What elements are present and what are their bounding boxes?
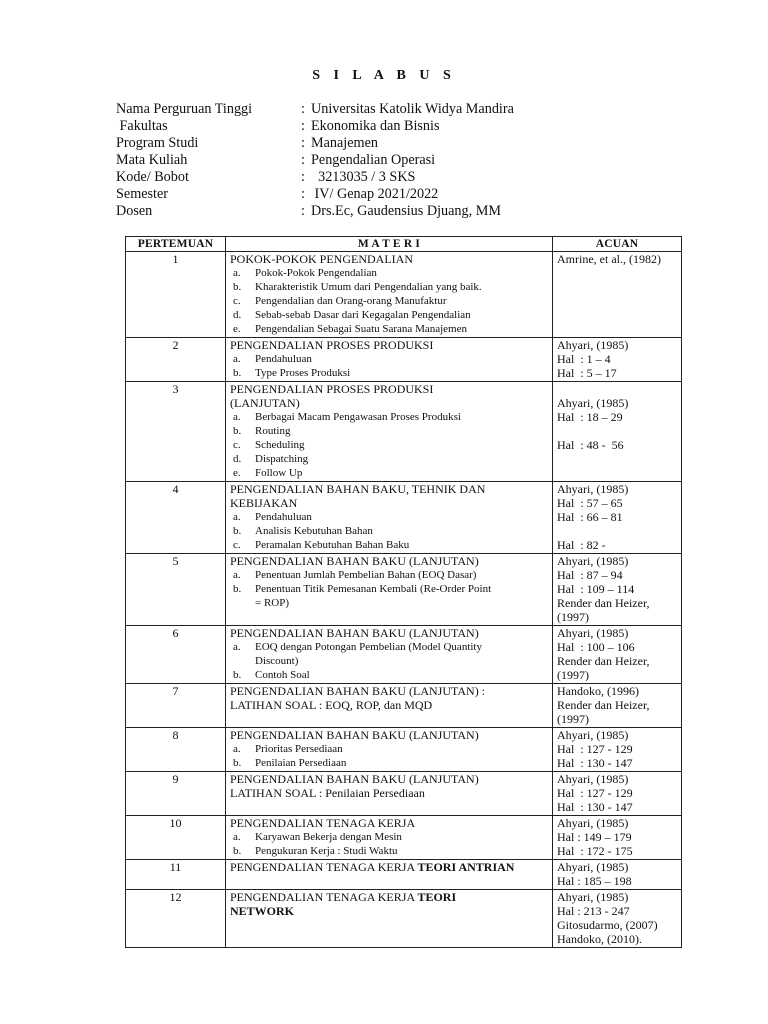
acuan-cell — [553, 626, 682, 684]
subitem-text: Penilaian Persediaan — [255, 757, 347, 769]
materi-subitem — [230, 466, 548, 480]
info-row — [116, 118, 514, 135]
subitem-letter: a. — [233, 353, 241, 365]
table-row — [126, 482, 682, 554]
materi-subitem — [230, 308, 548, 322]
materi-subitem — [230, 266, 548, 280]
subitem-text: Routing — [255, 425, 291, 437]
info-row — [116, 169, 514, 186]
reference-line: (1997) — [557, 610, 589, 624]
subitem-letter: a. — [233, 267, 241, 279]
info-label: Mata Kuliah — [116, 152, 188, 168]
table-row — [126, 338, 682, 382]
materi-heading-text: PENGENDALIAN BAHAN BAKU (LANJUTAN) — [230, 772, 479, 786]
materi-cell — [226, 772, 553, 816]
reference-line: Render dan Heizer, — [557, 596, 650, 610]
reference-line — [557, 382, 677, 396]
reference-line: Ahyari, (1985) — [557, 816, 629, 830]
subitem-letter: d. — [233, 453, 242, 465]
subitem-text: Berbagai Macam Pengawasan Proses Produksi — [255, 411, 461, 423]
info-row — [116, 152, 514, 169]
reference-line: Ahyari, (1985) — [557, 338, 629, 352]
acuan-cell — [553, 860, 682, 890]
reference-line: Handoko, (2010). — [557, 932, 642, 946]
subitem-text: Pengendalian dan Orang-orang Manufaktur — [255, 295, 447, 307]
info-row — [116, 101, 514, 118]
materi-subitem — [230, 844, 548, 858]
header-materi: M A T E R I — [226, 237, 553, 252]
reference-line: Render dan Heizer, — [557, 698, 650, 712]
materi-subitem — [230, 524, 548, 538]
materi-subitem — [230, 322, 548, 336]
materi-cell — [226, 382, 553, 482]
materi-subitem — [230, 640, 548, 654]
meeting-number: 9 — [126, 772, 226, 816]
table-row — [126, 728, 682, 772]
reference-line: (1997) — [557, 668, 589, 682]
meeting-number: 6 — [126, 626, 226, 684]
reference-line: Render dan Heizer, — [557, 654, 650, 668]
reference-line — [557, 424, 677, 438]
materi-heading-text: PENGENDALIAN PROSES PRODUKSI — [230, 382, 434, 396]
acuan-cell — [553, 684, 682, 728]
subitem-text: Karyawan Bekerja dengan Mesin — [255, 831, 402, 843]
info-value: IV/ Genap 2021/2022 — [311, 186, 439, 202]
materi-heading-text: PENGENDALIAN TENAGA KERJA — [230, 816, 416, 830]
info-label: Program Studi — [116, 135, 199, 151]
materi-cell — [226, 684, 553, 728]
meeting-number: 3 — [126, 382, 226, 482]
subitem-letter: a. — [233, 411, 241, 423]
reference-line: Hal : 127 - 129 — [557, 742, 633, 756]
reference-line: Amrine, et al., (1982) — [557, 252, 661, 266]
course-info — [116, 101, 514, 220]
materi-heading — [230, 816, 548, 830]
subitem-letter: b. — [233, 525, 242, 537]
header-pertemuan: PERTEMUAN — [126, 237, 226, 252]
materi-cell — [226, 890, 553, 948]
subitem-text: Pengendalian Sebagai Suatu Sarana Manajemen — [255, 323, 467, 335]
info-separator: : — [301, 118, 305, 134]
subitem-text: Type Proses Produksi — [255, 367, 351, 379]
table-row — [126, 860, 682, 890]
materi-cell — [226, 626, 553, 684]
reference-line: Ahyari, (1985) — [557, 396, 629, 410]
reference-line: Hal : 1 – 4 — [557, 352, 611, 366]
materi-heading — [230, 772, 548, 786]
materi-subitem — [230, 654, 548, 668]
meeting-number: 12 — [126, 890, 226, 948]
materi-subitem — [230, 756, 548, 770]
meeting-number: 4 — [126, 482, 226, 554]
reference-line: Hal : 130 - 147 — [557, 800, 633, 814]
info-value: Pengendalian Operasi — [311, 152, 436, 168]
materi-subitem — [230, 538, 548, 552]
reference-line: Ahyari, (1985) — [557, 728, 629, 742]
acuan-cell — [553, 728, 682, 772]
subitem-text: Discount) — [255, 655, 299, 667]
subitem-text: Follow Up — [255, 467, 303, 479]
materi-heading-text: PENGENDALIAN BAHAN BAKU (LANJUTAN) — [230, 626, 479, 640]
table-row — [126, 890, 682, 948]
meeting-number: 7 — [126, 684, 226, 728]
materi-subitem — [230, 742, 548, 756]
reference-line: Hal : 172 - 175 — [557, 844, 633, 858]
materi-heading-text: PENGENDALIAN BAHAN BAKU, TEHNIK DAN — [230, 482, 486, 496]
info-row — [116, 135, 514, 152]
reference-line: (1997) — [557, 712, 589, 726]
materi-cell — [226, 816, 553, 860]
subitem-text: Contoh Soal — [255, 669, 310, 681]
info-separator: : — [301, 152, 305, 168]
subitem-letter: e. — [233, 467, 241, 479]
materi-subitem — [230, 294, 548, 308]
info-value: Manajemen — [311, 135, 378, 151]
subitem-text: Pengukuran Kerja : Studi Waktu — [255, 845, 398, 857]
info-value: Universitas Katolik Widya Mandira — [311, 101, 514, 117]
subitem-letter — [230, 654, 255, 668]
materi-subitem — [230, 582, 548, 596]
reference-line: Hal : 82 - — [557, 538, 606, 552]
materi-heading — [230, 860, 548, 874]
reference-line: Hal : 100 – 106 — [557, 640, 635, 654]
materi-subitem — [230, 830, 548, 844]
header-acuan: ACUAN — [553, 237, 682, 252]
subitem-letter: d. — [233, 309, 242, 321]
info-value: Drs.Ec, Gaudensius Djuang, MM — [311, 203, 501, 219]
acuan-cell — [553, 338, 682, 382]
acuan-cell — [553, 890, 682, 948]
materi-subitem — [230, 438, 548, 452]
materi-heading-line2: LATIHAN SOAL : EOQ, ROP, dan MQD — [230, 698, 433, 712]
materi-heading-bold-line2: NETWORK — [230, 904, 295, 918]
subitem-letter: b. — [233, 425, 242, 437]
reference-line: Ahyari, (1985) — [557, 890, 629, 904]
info-separator: : — [301, 203, 305, 219]
subitem-text: = ROP) — [255, 597, 290, 609]
meeting-number: 5 — [126, 554, 226, 626]
reference-line: Hal : 213 - 247 — [557, 904, 630, 918]
materi-heading-line2: LATIHAN SOAL : Penilaian Persediaan — [230, 786, 425, 800]
info-separator: : — [301, 186, 305, 202]
materi-subitem — [230, 352, 548, 366]
subitem-text: Scheduling — [255, 439, 305, 451]
materi-cell — [226, 860, 553, 890]
materi-heading-text: PENGENDALIAN TENAGA KERJA — [230, 890, 418, 904]
info-label: Semester — [116, 186, 169, 202]
subitem-letter: b. — [233, 583, 242, 595]
subitem-letter — [230, 596, 255, 610]
info-value: 3213035 / 3 SKS — [311, 169, 416, 185]
materi-heading-text: PENGENDALIAN PROSES PRODUKSI — [230, 338, 434, 352]
reference-line: Gitosudarmo, (2007) — [557, 918, 658, 932]
table-row — [126, 554, 682, 626]
acuan-cell — [553, 252, 682, 338]
subitem-text: Pokok-Pokok Pengendalian — [255, 267, 377, 279]
reference-line: Ahyari, (1985) — [557, 772, 629, 786]
acuan-cell — [553, 772, 682, 816]
reference-line: Hal : 185 – 198 — [557, 874, 632, 888]
reference-line: Hal : 109 – 114 — [557, 582, 635, 596]
subitem-text: Pendahuluan — [255, 353, 312, 365]
meeting-number: 8 — [126, 728, 226, 772]
info-row — [116, 203, 514, 220]
table-header-row — [126, 237, 682, 252]
materi-heading-text: PENGENDALIAN BAHAN BAKU (LANJUTAN) : — [230, 684, 486, 698]
document-title: S I L A B U S — [312, 68, 456, 83]
info-separator: : — [301, 135, 305, 151]
subitem-text: Peramalan Kebutuhan Bahan Baku — [255, 539, 410, 551]
reference-line: Hal : 66 – 81 — [557, 510, 623, 524]
materi-cell — [226, 554, 553, 626]
subitem-text: Penentuan Titik Pemesanan Kembali (Re-Order Point — [255, 583, 492, 595]
meeting-number: 2 — [126, 338, 226, 382]
reference-line: Hal : 18 – 29 — [557, 410, 623, 424]
materi-heading — [230, 338, 548, 352]
reference-line: Ahyari, (1985) — [557, 482, 629, 496]
materi-heading-text: POKOK-POKOK PENGENDALIAN — [230, 252, 413, 266]
info-separator: : — [301, 101, 305, 117]
subitem-letter: a. — [233, 831, 241, 843]
materi-subitem — [230, 568, 548, 582]
materi-cell — [226, 482, 553, 554]
meeting-number: 1 — [126, 252, 226, 338]
info-label: Fakultas — [116, 118, 168, 134]
materi-subitem — [230, 452, 548, 466]
materi-heading-line2: KEBIJAKAN — [230, 496, 298, 510]
subitem-letter: b. — [233, 845, 242, 857]
subitem-text: Sebab-sebab Dasar dari Kegagalan Pengendalian — [255, 309, 471, 321]
subitem-text: Dispatching — [255, 453, 309, 465]
table-row — [126, 816, 682, 860]
materi-subitem — [230, 424, 548, 438]
reference-line: Handoko, (1996) — [557, 684, 639, 698]
meeting-number: 11 — [126, 860, 226, 890]
subitem-letter: a. — [233, 569, 241, 581]
info-separator: : — [301, 169, 305, 185]
subitem-letter: c. — [233, 295, 241, 307]
reference-line: Hal : 57 – 65 — [557, 496, 623, 510]
materi-heading-text: PENGENDALIAN TENAGA KERJA — [230, 860, 418, 874]
table-row — [126, 772, 682, 816]
table-row — [126, 252, 682, 338]
subitem-letter: a. — [233, 641, 241, 653]
materi-heading-text: PENGENDALIAN BAHAN BAKU (LANJUTAN) — [230, 554, 479, 568]
syllabus-table — [125, 236, 682, 948]
subitem-text: Kharakteristik Umum dari Pengendalian yang baik. — [255, 281, 482, 293]
subitem-letter: b. — [233, 669, 242, 681]
info-label: Dosen — [116, 203, 153, 219]
subitem-text: Analisis Kebutuhan Bahan — [255, 525, 373, 537]
materi-cell — [226, 728, 553, 772]
subitem-letter: c. — [233, 539, 241, 551]
materi-heading — [230, 728, 548, 742]
subitem-letter: e. — [233, 323, 241, 335]
subitem-text: EOQ dengan Potongan Pembelian (Model Quantity — [255, 641, 482, 653]
info-row — [116, 186, 514, 203]
reference-line: Ahyari, (1985) — [557, 554, 629, 568]
materi-heading-line2: (LANJUTAN) — [230, 396, 300, 410]
materi-subitem — [230, 596, 548, 610]
materi-heading — [230, 252, 548, 266]
materi-heading — [230, 890, 548, 904]
subitem-letter: b. — [233, 367, 242, 379]
subitem-letter: a. — [233, 743, 241, 755]
table-row — [126, 626, 682, 684]
reference-line: Hal : 5 – 17 — [557, 366, 617, 380]
materi-subitem — [230, 668, 548, 682]
reference-line: Hal : 127 - 129 — [557, 786, 633, 800]
reference-line: Ahyari, (1985) — [557, 626, 629, 640]
materi-subitem — [230, 280, 548, 294]
subitem-text: Penentuan Jumlah Pembelian Bahan (EOQ Dasar) — [255, 569, 477, 581]
materi-heading — [230, 382, 548, 396]
subitem-text: Pendahuluan — [255, 511, 312, 523]
materi-heading — [230, 626, 548, 640]
subitem-letter: b. — [233, 281, 242, 293]
subitem-letter: c. — [233, 439, 241, 451]
subitem-letter: a. — [233, 511, 241, 523]
table-row — [126, 382, 682, 482]
meeting-number: 10 — [126, 816, 226, 860]
acuan-cell — [553, 382, 682, 482]
table-row — [126, 684, 682, 728]
info-label: Nama Perguruan Tinggi — [116, 101, 253, 117]
reference-line — [557, 524, 677, 538]
materi-heading-bold: TEORI ANTRIAN — [417, 860, 515, 874]
materi-heading — [230, 554, 548, 568]
materi-cell — [226, 252, 553, 338]
subitem-text: Prioritas Persediaan — [255, 743, 343, 755]
materi-heading-text: PENGENDALIAN BAHAN BAKU (LANJUTAN) — [230, 728, 479, 742]
reference-line: Hal : 130 - 147 — [557, 756, 633, 770]
materi-subitem — [230, 410, 548, 424]
reference-line: Hal : 48 - 56 — [557, 438, 624, 452]
acuan-cell — [553, 554, 682, 626]
subitem-letter: b. — [233, 757, 242, 769]
reference-line: Ahyari, (1985) — [557, 860, 629, 874]
materi-heading — [230, 482, 548, 496]
materi-subitem — [230, 366, 548, 380]
materi-heading-bold: TEORI — [417, 890, 457, 904]
reference-line: Hal : 149 – 179 — [557, 830, 632, 844]
acuan-cell — [553, 482, 682, 554]
info-label: Kode/ Bobot — [116, 169, 189, 185]
acuan-cell — [553, 816, 682, 860]
materi-heading — [230, 684, 548, 698]
info-value: Ekonomika dan Bisnis — [311, 118, 440, 134]
materi-cell — [226, 338, 553, 382]
reference-line: Hal : 87 – 94 — [557, 568, 623, 582]
materi-subitem — [230, 510, 548, 524]
